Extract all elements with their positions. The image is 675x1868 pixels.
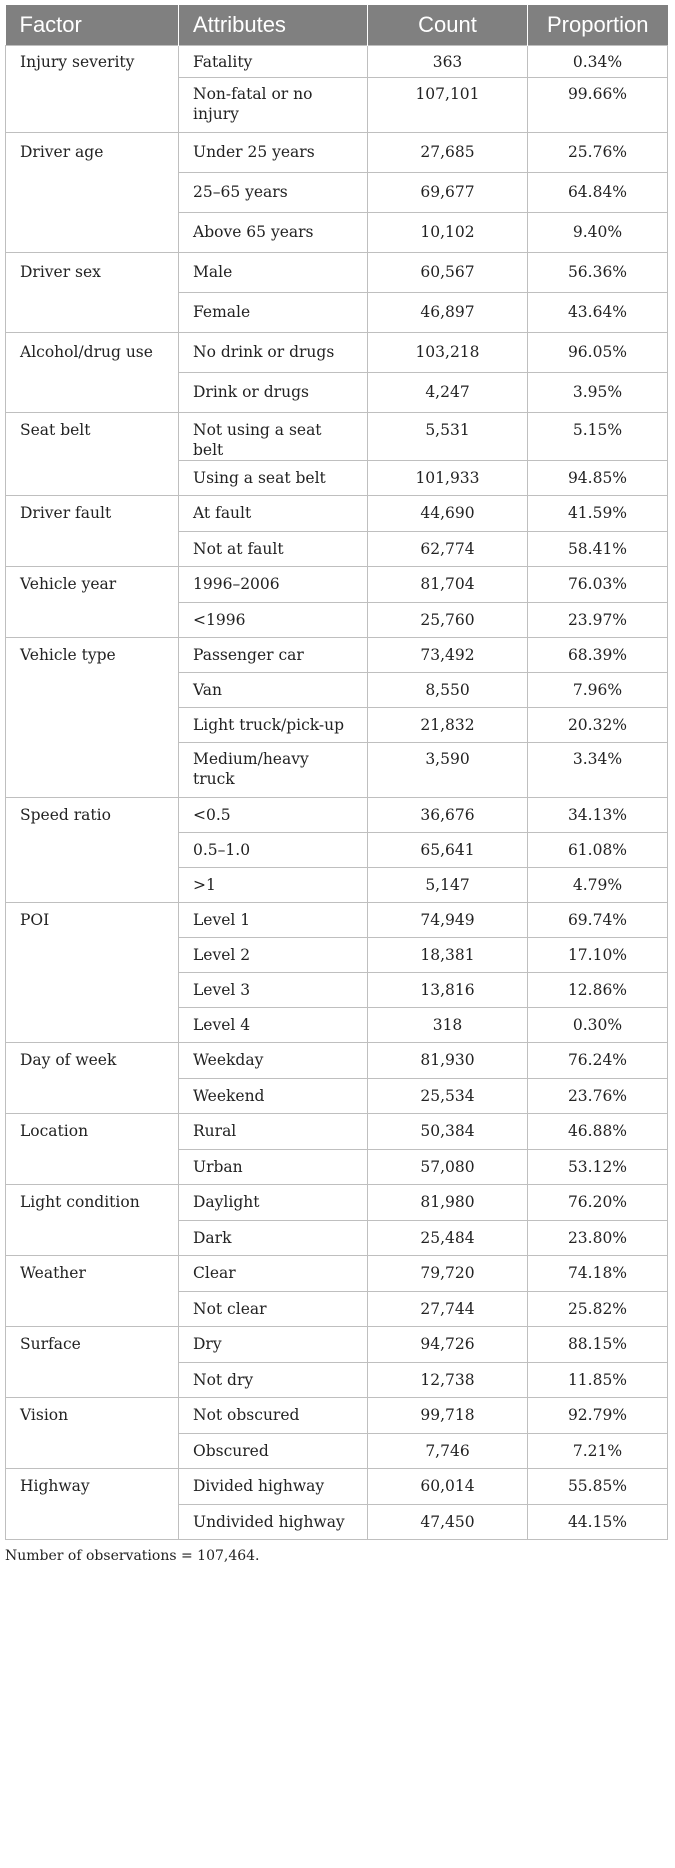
proportion-cell: 99.66% [528,78,668,133]
attribute-cell: Level 2 [179,938,368,973]
count-cell: 81,930 [368,1043,528,1079]
proportion-cell: 3.95% [528,373,668,413]
attribute-cell: Not obscured [179,1398,368,1434]
attribute-cell: Weekday [179,1043,368,1079]
attribute-cell: Fatality [179,46,368,78]
proportion-cell: 23.80% [528,1221,668,1256]
proportion-cell: 92.79% [528,1398,668,1434]
count-cell: 12,738 [368,1363,528,1398]
attribute-cell: <0.5 [179,798,368,833]
attribute-cell: Male [179,253,368,293]
proportion-cell: 4.79% [528,868,668,903]
attribute-cell: Not at fault [179,532,368,567]
factor-cell: Location [6,1114,179,1185]
attribute-cell: <1996 [179,603,368,638]
attribute-cell: Under 25 years [179,133,368,173]
count-cell: 27,685 [368,133,528,173]
count-cell: 363 [368,46,528,78]
proportion-cell: 17.10% [528,938,668,973]
count-cell: 60,014 [368,1469,528,1505]
proportion-cell: 23.76% [528,1079,668,1114]
table-row [6,1114,668,1150]
proportion-cell: 88.15% [528,1327,668,1363]
proportion-cell: 7.21% [528,1434,668,1469]
count-cell: 101,933 [368,461,528,496]
count-cell: 25,484 [368,1221,528,1256]
count-cell: 47,450 [368,1505,528,1540]
factor-cell: Injury severity [6,46,179,133]
count-cell: 107,101 [368,78,528,133]
attribute-cell: Dark [179,1221,368,1256]
proportion-cell: 3.34% [528,743,668,798]
attribute-cell: Van [179,673,368,708]
attribute-cell: Not clear [179,1292,368,1327]
attribute-cell: Light truck/pick-up [179,708,368,743]
attribute-cell: Not using a seat belt [179,413,368,461]
attribute-cell: Medium/heavy truck [179,743,368,798]
table-row [6,496,668,532]
proportion-cell: 41.59% [528,496,668,532]
table-container [5,5,667,1564]
proportion-cell: 5.15% [528,413,668,461]
proportion-cell: 94.85% [528,461,668,496]
attribute-cell: 25–65 years [179,173,368,213]
factor-cell: Day of week [6,1043,179,1114]
count-cell: 10,102 [368,213,528,253]
factor-cell: POI [6,903,179,1043]
count-cell: 69,677 [368,173,528,213]
attribute-cell: Dry [179,1327,368,1363]
factor-cell: Alcohol/drug use [6,333,179,413]
attribute-cell: Drink or drugs [179,373,368,413]
attribute-cell: Obscured [179,1434,368,1469]
proportion-cell: 7.96% [528,673,668,708]
table-row [6,46,668,78]
attribute-cell: 0.5–1.0 [179,833,368,868]
proportion-cell: 20.32% [528,708,668,743]
count-cell: 13,816 [368,973,528,1008]
table-row [6,1327,668,1363]
factor-cell: Vision [6,1398,179,1469]
attribute-cell: Rural [179,1114,368,1150]
proportion-cell: 74.18% [528,1256,668,1292]
attribute-cell: Level 4 [179,1008,368,1043]
factor-cell: Seat belt [6,413,179,496]
table-row [6,638,668,673]
proportion-cell: 25.82% [528,1292,668,1327]
table-row [6,1256,668,1292]
attribute-cell: Weekend [179,1079,368,1114]
count-cell: 27,744 [368,1292,528,1327]
proportion-cell: 0.34% [528,46,668,78]
factor-cell: Speed ratio [6,798,179,903]
table-row [6,253,668,293]
attribute-cell: Clear [179,1256,368,1292]
table-row [6,798,668,833]
count-cell: 94,726 [368,1327,528,1363]
attribute-cell: Undivided highway [179,1505,368,1540]
count-cell: 46,897 [368,293,528,333]
count-cell: 8,550 [368,673,528,708]
count-cell: 25,760 [368,603,528,638]
count-cell: 44,690 [368,496,528,532]
table-row [6,333,668,373]
proportion-cell: 46.88% [528,1114,668,1150]
count-cell: 73,492 [368,638,528,673]
proportion-cell: 55.85% [528,1469,668,1505]
attribute-cell: Not dry [179,1363,368,1398]
proportion-cell: 56.36% [528,253,668,293]
table-body [6,46,668,1540]
attribute-cell: Using a seat belt [179,461,368,496]
count-cell: 79,720 [368,1256,528,1292]
table-row [6,133,668,173]
count-cell: 7,746 [368,1434,528,1469]
proportion-cell: 76.24% [528,1043,668,1079]
proportion-cell: 12.86% [528,973,668,1008]
attribute-cell: Divided highway [179,1469,368,1505]
attribute-cell: Passenger car [179,638,368,673]
count-cell: 5,531 [368,413,528,461]
header-factor: Factor [6,5,179,46]
data-table [5,5,668,1540]
attribute-cell: Daylight [179,1185,368,1221]
count-cell: 318 [368,1008,528,1043]
proportion-cell: 61.08% [528,833,668,868]
count-cell: 103,218 [368,333,528,373]
attribute-cell: Level 1 [179,903,368,938]
factor-cell: Vehicle type [6,638,179,798]
proportion-cell: 58.41% [528,532,668,567]
factor-cell: Weather [6,1256,179,1327]
table-row [6,413,668,461]
attribute-cell: Female [179,293,368,333]
count-cell: 81,980 [368,1185,528,1221]
proportion-cell: 0.30% [528,1008,668,1043]
table-row [6,1185,668,1221]
proportion-cell: 43.64% [528,293,668,333]
attribute-cell: Level 3 [179,973,368,1008]
count-cell: 5,147 [368,868,528,903]
proportion-cell: 25.76% [528,133,668,173]
count-cell: 4,247 [368,373,528,413]
table-row [6,1398,668,1434]
factor-cell: Surface [6,1327,179,1398]
count-cell: 65,641 [368,833,528,868]
count-cell: 81,704 [368,567,528,603]
count-cell: 36,676 [368,798,528,833]
count-cell: 18,381 [368,938,528,973]
table-row [6,1043,668,1079]
proportion-cell: 34.13% [528,798,668,833]
attribute-cell: Above 65 years [179,213,368,253]
proportion-cell: 9.40% [528,213,668,253]
attribute-cell: >1 [179,868,368,903]
proportion-cell: 44.15% [528,1505,668,1540]
proportion-cell: 96.05% [528,333,668,373]
attribute-cell: At fault [179,496,368,532]
header-proportion: Proportion [528,5,668,46]
proportion-cell: 53.12% [528,1150,668,1185]
proportion-cell: 64.84% [528,173,668,213]
count-cell: 60,567 [368,253,528,293]
count-cell: 50,384 [368,1114,528,1150]
count-cell: 62,774 [368,532,528,567]
attribute-cell: Urban [179,1150,368,1185]
factor-cell: Driver sex [6,253,179,333]
footnote: Number of observations = 107,464. [5,1548,260,1564]
proportion-cell: 68.39% [528,638,668,673]
table-row [6,567,668,603]
factor-cell: Highway [6,1469,179,1540]
count-cell: 21,832 [368,708,528,743]
count-cell: 57,080 [368,1150,528,1185]
count-cell: 3,590 [368,743,528,798]
count-cell: 74,949 [368,903,528,938]
table-row [6,903,668,938]
factor-cell: Vehicle year [6,567,179,638]
proportion-cell: 76.03% [528,567,668,603]
header-attributes: Attributes [179,5,368,46]
factor-cell: Driver fault [6,496,179,567]
proportion-cell: 76.20% [528,1185,668,1221]
count-cell: 25,534 [368,1079,528,1114]
factor-cell: Driver age [6,133,179,253]
table-row [6,1469,668,1505]
header-count: Count [368,5,528,46]
attribute-cell: No drink or drugs [179,333,368,373]
attribute-cell: Non-fatal or no injury [179,78,368,133]
proportion-cell: 23.97% [528,603,668,638]
attribute-cell: 1996–2006 [179,567,368,603]
header-row [6,5,668,46]
proportion-cell: 11.85% [528,1363,668,1398]
factor-cell: Light condition [6,1185,179,1256]
count-cell: 99,718 [368,1398,528,1434]
proportion-cell: 69.74% [528,903,668,938]
